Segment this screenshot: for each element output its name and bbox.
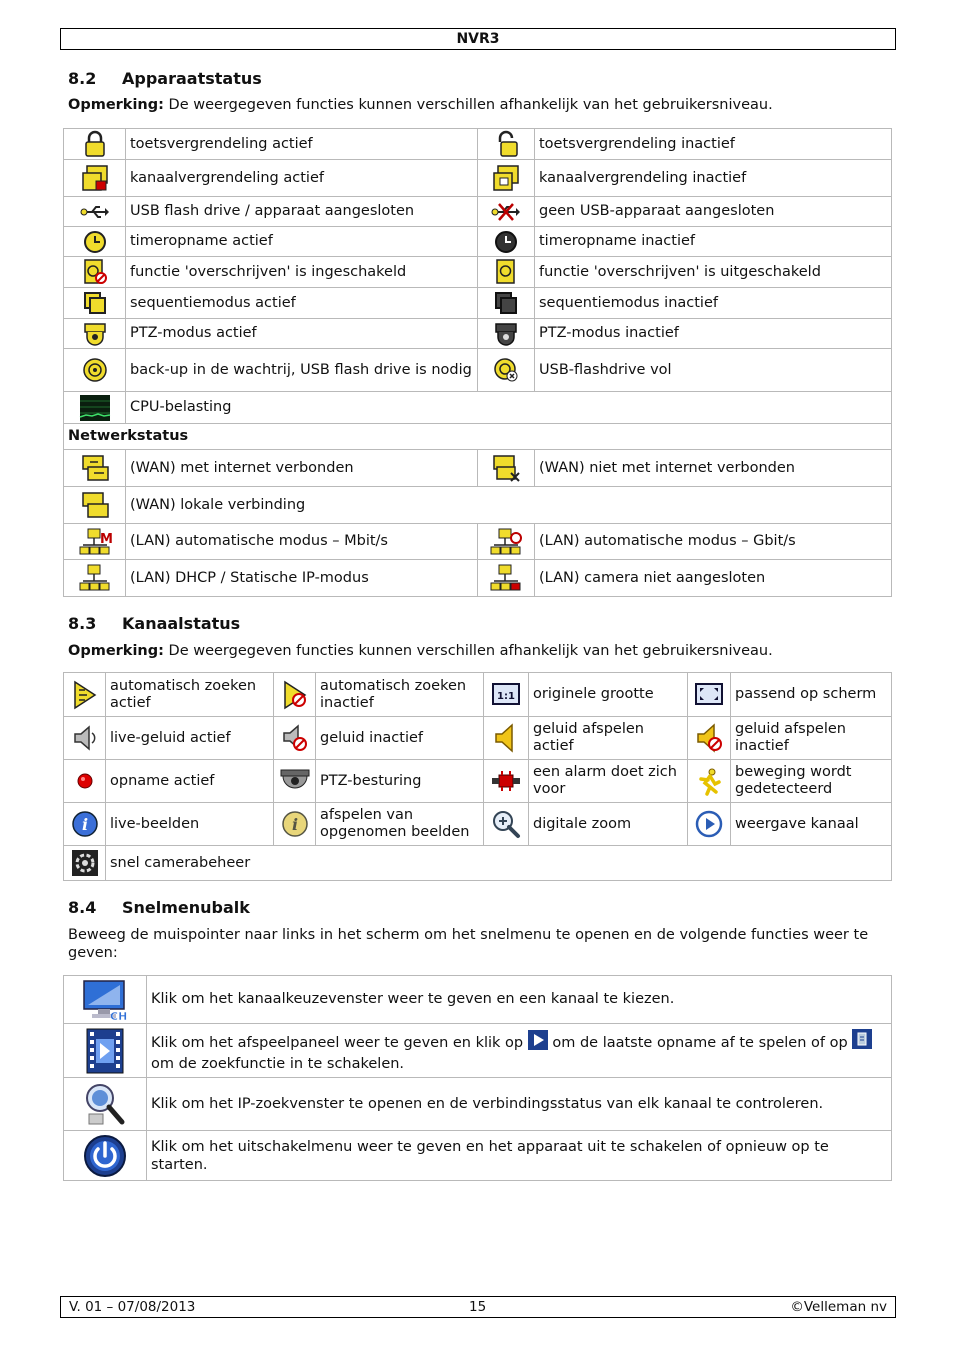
table-row <box>64 1131 892 1181</box>
timer-inactive-icon <box>478 227 535 257</box>
status-label: (LAN) automatische modus – Mbit/s <box>126 524 478 560</box>
status-label: beweging wordt gedetecteerd <box>731 760 892 803</box>
original-size-icon <box>484 673 529 717</box>
table-row <box>64 803 892 846</box>
status-label: (WAN) niet met internet verbonden <box>535 450 892 487</box>
unlock-icon <box>478 129 535 160</box>
device-status-table <box>63 128 892 597</box>
document-footer <box>60 1296 896 1318</box>
status-label: USB-flashdrive vol <box>535 349 892 392</box>
table-row <box>64 349 892 392</box>
page-number: 15 <box>469 1299 487 1315</box>
menu-text-part: om de laatste opname af te spelen of op <box>547 1034 853 1051</box>
table-row <box>64 227 892 257</box>
status-label: sequentiemodus actief <box>126 288 478 319</box>
lan-gbit-icon <box>478 524 535 560</box>
status-label: timeropname inactief <box>535 227 892 257</box>
intro-paragraph: Beweeg de muispointer naar links in het scherm om het snelmenu te openen en de volgende functies weer te geven: <box>68 927 869 961</box>
status-label: (WAN) met internet verbonden <box>126 450 478 487</box>
status-label: PTZ-besturing <box>316 760 484 803</box>
status-label: automatisch zoeken inactief <box>316 673 484 717</box>
table-row <box>64 1024 892 1078</box>
status-label: passend op scherm <box>731 673 892 717</box>
overwrite-off-icon <box>478 257 535 288</box>
status-label: functie 'overschrijven' is uitgeschakeld <box>535 257 892 288</box>
svg-text:i: i <box>81 815 88 834</box>
speaker-muted-icon <box>274 717 316 760</box>
note <box>68 643 773 659</box>
footer-copyright: ©Velleman nv <box>790 1299 887 1315</box>
footer-version: V. 01 – 07/08/2013 <box>69 1299 196 1315</box>
status-label: (LAN) camera niet aangesloten <box>535 560 892 597</box>
table-row <box>64 319 892 349</box>
zoom-icon <box>484 803 529 846</box>
table-row <box>64 129 892 160</box>
status-label: sequentiemodus inactief <box>535 288 892 319</box>
status-label: geen USB-apparaat aangesloten <box>535 197 892 227</box>
info-icon <box>64 803 106 846</box>
menu-text-part: Klik om het afspeelpaneel weer te geven en klik op <box>151 1034 528 1051</box>
note-text: De weergegeven functies kunnen verschillen afhankelijk van het gebruikersniveau. <box>163 97 773 113</box>
section-number: 8.3 <box>68 614 97 633</box>
ip-search-icon <box>64 1078 147 1131</box>
table-row <box>64 846 892 881</box>
table-row <box>64 487 892 524</box>
timer-icon <box>64 227 126 257</box>
table-row <box>64 524 892 560</box>
play-inline-icon[interactable] <box>528 1030 548 1055</box>
cpu-load-icon <box>64 392 126 424</box>
status-label: back-up in de wachtrij, USB flash drive is nodig <box>126 349 478 392</box>
table-row <box>64 288 892 319</box>
channel-lock-icon <box>64 160 126 197</box>
lan-camera-disconnected-icon <box>478 560 535 597</box>
svg-text:i: i <box>291 815 298 834</box>
menu-description <box>147 1024 892 1078</box>
sequence-icon <box>64 288 126 319</box>
status-label: een alarm doet zich voor <box>529 760 688 803</box>
status-label: toetsvergrendeling actief <box>126 129 478 160</box>
channel-status-table <box>63 672 892 881</box>
table-row <box>64 450 892 487</box>
status-label: geluid afspelen actief <box>529 717 688 760</box>
playback-audio-off-icon <box>688 717 731 760</box>
status-label: originele grootte <box>529 673 688 717</box>
section-title: Snelmenubalk <box>122 898 250 917</box>
section-title: Kanaalstatus <box>122 614 241 633</box>
svg-text:1:1: 1:1 <box>497 690 515 702</box>
quick-menu-table <box>63 975 892 1181</box>
status-label: (WAN) lokale verbinding <box>126 487 892 524</box>
ptz-icon <box>64 319 126 349</box>
status-label: geluid inactief <box>316 717 484 760</box>
playback-panel-icon <box>64 1024 147 1078</box>
table-row <box>64 160 892 197</box>
status-label: PTZ-modus inactief <box>535 319 892 349</box>
status-label: USB flash drive / apparaat aangesloten <box>126 197 478 227</box>
network-status-header: Netwerkstatus <box>64 424 892 450</box>
power-icon <box>64 1131 147 1181</box>
table-row <box>64 560 892 597</box>
status-label: live-geluid actief <box>106 717 274 760</box>
status-label: toetsvergrendeling inactief <box>535 129 892 160</box>
fit-screen-icon <box>688 673 731 717</box>
note <box>68 97 773 113</box>
note-label: Opmerking: <box>68 643 164 659</box>
document-header: NVR3 <box>60 28 896 50</box>
motion-icon <box>688 760 731 803</box>
wan-local-icon <box>64 487 126 524</box>
status-label: afspelen van opgenomen beelden <box>316 803 484 846</box>
usb-icon <box>64 197 126 227</box>
lan-mbit-icon <box>64 524 126 560</box>
playback-audio-icon <box>484 717 529 760</box>
channel-select-icon <box>64 976 147 1024</box>
menu-description: Klik om het uitschakelmenu weer te geven en het apparaat uit te schakelen of opnieuw op te starten. <box>147 1131 892 1181</box>
status-label: snel camerabeheer <box>106 846 892 881</box>
wan-disconnected-icon <box>478 450 535 487</box>
lock-icon <box>64 129 126 160</box>
backup-queue-icon <box>64 349 126 392</box>
lan-dhcp-icon <box>64 560 126 597</box>
table-row <box>64 197 892 227</box>
record-icon <box>64 760 106 803</box>
status-label: (LAN) DHCP / Statische IP-modus <box>126 560 478 597</box>
table-row <box>64 673 892 717</box>
table-row <box>64 392 892 424</box>
status-label: automatisch zoeken actief <box>106 673 274 717</box>
usb-full-icon <box>478 349 535 392</box>
table-row <box>64 760 892 803</box>
status-label: opname actief <box>106 760 274 803</box>
status-label: (LAN) automatische modus – Gbit/s <box>535 524 892 560</box>
table-row <box>64 976 892 1024</box>
search-inline-icon[interactable] <box>852 1029 872 1054</box>
section-number: 8.2 <box>68 69 97 88</box>
alarm-icon <box>484 760 529 803</box>
table-row <box>64 1078 892 1131</box>
table-row <box>64 424 892 450</box>
overwrite-on-icon <box>64 257 126 288</box>
ch-label: CH <box>110 1009 128 1023</box>
status-label: digitale zoom <box>529 803 688 846</box>
play-channel-icon <box>688 803 731 846</box>
status-label: live-beelden <box>106 803 274 846</box>
camera-management-icon <box>64 846 106 881</box>
wan-connected-icon <box>64 450 126 487</box>
speaker-icon <box>64 717 106 760</box>
auto-search-inactive-icon <box>274 673 316 717</box>
status-label: CPU-belasting <box>126 392 892 424</box>
table-row <box>64 257 892 288</box>
status-label: geluid afspelen inactief <box>731 717 892 760</box>
status-label: kanaalvergrendeling actief <box>126 160 478 197</box>
section-heading-snelmenubalk <box>68 898 250 917</box>
section-title: Apparaatstatus <box>122 69 262 88</box>
note-text: De weergegeven functies kunnen verschillen afhankelijk van het gebruikersniveau. <box>163 643 773 659</box>
menu-text-part: om de zoekfunctie in te schakelen. <box>151 1055 405 1072</box>
table-row <box>64 717 892 760</box>
status-label: functie 'overschrijven' is ingeschakeld <box>126 257 478 288</box>
status-label: timeropname actief <box>126 227 478 257</box>
status-label: kanaalvergrendeling inactief <box>535 160 892 197</box>
ptz-dome-icon <box>274 760 316 803</box>
channel-unlock-icon <box>478 160 535 197</box>
ptz-inactive-icon <box>478 319 535 349</box>
menu-description: Klik om het kanaalkeuzevenster weer te geven en een kanaal te kiezen. <box>147 976 892 1024</box>
status-label: weergave kanaal <box>731 803 892 846</box>
sequence-inactive-icon <box>478 288 535 319</box>
auto-search-icon <box>64 673 106 717</box>
section-number: 8.4 <box>68 898 97 917</box>
note-label: Opmerking: <box>68 97 164 113</box>
status-label: PTZ-modus actief <box>126 319 478 349</box>
playback-info-icon <box>274 803 316 846</box>
usb-disconnected-icon <box>478 197 535 227</box>
section-heading-apparaatstatus <box>68 69 262 88</box>
menu-description: Klik om het IP-zoekvenster te openen en de verbindingsstatus van elk kanaal te controleren. <box>147 1078 892 1131</box>
svg-text:M: M <box>99 531 113 547</box>
section-heading-kanaalstatus <box>68 614 240 633</box>
